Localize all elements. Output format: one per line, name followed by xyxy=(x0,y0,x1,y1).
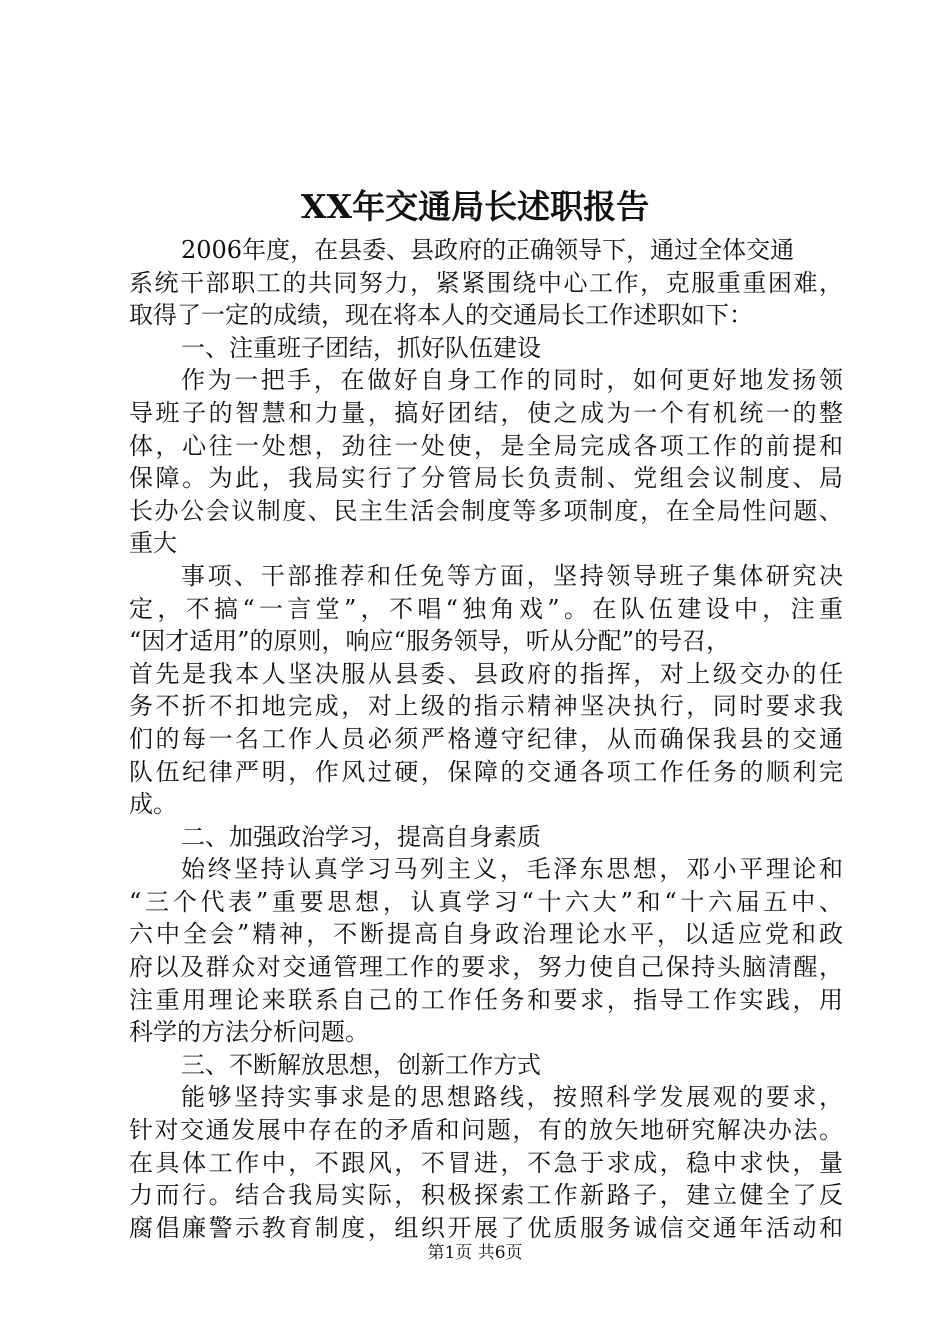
paragraph-line: 六中全会”精神，不断提高自身政治理论水平，以适应党和政 xyxy=(129,920,843,949)
document-title: XX年交通局长述职报告 xyxy=(300,187,650,226)
paragraph-line: 首先是我本人坚决服从县委、县政府的指挥，对上级交办的任 xyxy=(129,659,843,688)
paragraph-line: 定，不搞“一言堂”，不唱“独角戏”。在队伍建设中，注重 xyxy=(129,594,843,623)
paragraph-line: 始终坚持认真学习马列主义，毛泽东思想，邓小平理论和 xyxy=(181,855,843,884)
paragraph-line: 系统干部职工的共同努力，紧紧围绕中心工作，克服重重困难， xyxy=(129,268,843,297)
paragraph-line: 腐倡廉警示教育制度，组织开展了优质服务诚信交通年活动和 xyxy=(129,1213,843,1242)
paragraph-line: 2006年度，在县委、县政府的正确领导下，通过全体交通 xyxy=(181,236,795,264)
paragraph-line: 重大 xyxy=(129,529,177,558)
paragraph-line: “因才适用”的原则，响应“服务领导，听从分配”的号召， xyxy=(129,627,731,656)
paragraph-line: 们的每一名工作人员必须严格遵守纪律，从而确保我县的交通 xyxy=(129,724,843,753)
paragraph-line: 府以及群众对交通管理工作的要求，努力使自己保持头脑清醒， xyxy=(129,953,843,982)
paragraph-line: 在具体工作中，不跟风，不冒进，不急于求成，稳中求快，量 xyxy=(129,1148,843,1177)
paragraph-line: 导班子的智慧和力量，搞好团结，使之成为一个有机统一的整 xyxy=(129,398,843,427)
paragraph-line: 注重用理论来联系自己的工作任务和要求，指导工作实践，用 xyxy=(129,985,843,1014)
document-body xyxy=(129,234,843,1244)
paragraph-line: 作为一把手，在做好自身工作的同时，如何更好地发扬领 xyxy=(181,366,843,395)
section-heading: 二、加强政治学习，提高自身素质 xyxy=(181,822,541,851)
paragraph-line: 取得了一定的成绩，现在将本人的交通局长工作述职如下： xyxy=(129,301,753,330)
page-number-footer: 第1页 共6页 xyxy=(427,1243,523,1263)
paragraph-line: 科学的方法分析问题。 xyxy=(129,1018,369,1047)
paragraph-line: 保障。为此，我局实行了分管局长负责制、党组会议制度、局 xyxy=(129,464,843,493)
paragraph-line: 能够坚持实事求是的思想路线，按照科学发展观的要求， xyxy=(181,1083,843,1112)
paragraph-line: 长办公会议制度、民主生活会制度等多项制度，在全局性问题、 xyxy=(129,496,843,525)
paragraph-line: 事项、干部推荐和任免等方面，坚持领导班子集体研究决 xyxy=(181,561,843,590)
paragraph-line: 力而行。结合我局实际，积极探索工作新路子，建立健全了反 xyxy=(129,1181,843,1210)
paragraph-line: 体，心往一处想，劲往一处使，是全局完成各项工作的前提和 xyxy=(129,431,843,460)
paragraph-line: 成。 xyxy=(129,790,177,819)
section-heading: 三、不断解放思想，创新工作方式 xyxy=(181,1050,541,1079)
paragraph-line: 队伍纪律严明，作风过硬，保障的交通各项工作任务的顺利完 xyxy=(129,757,843,786)
paragraph-line: “三个代表”重要思想，认真学习“十六大”和“十六届五中、 xyxy=(129,887,843,916)
paragraph-line: 针对交通发展中存在的矛盾和问题，有的放矢地研究解决办法。 xyxy=(129,1116,843,1145)
section-heading: 一、注重班子团结，抓好队伍建设 xyxy=(181,333,541,362)
paragraph-line: 务不折不扣地完成，对上级的指示精神坚决执行，同时要求我 xyxy=(129,692,843,721)
